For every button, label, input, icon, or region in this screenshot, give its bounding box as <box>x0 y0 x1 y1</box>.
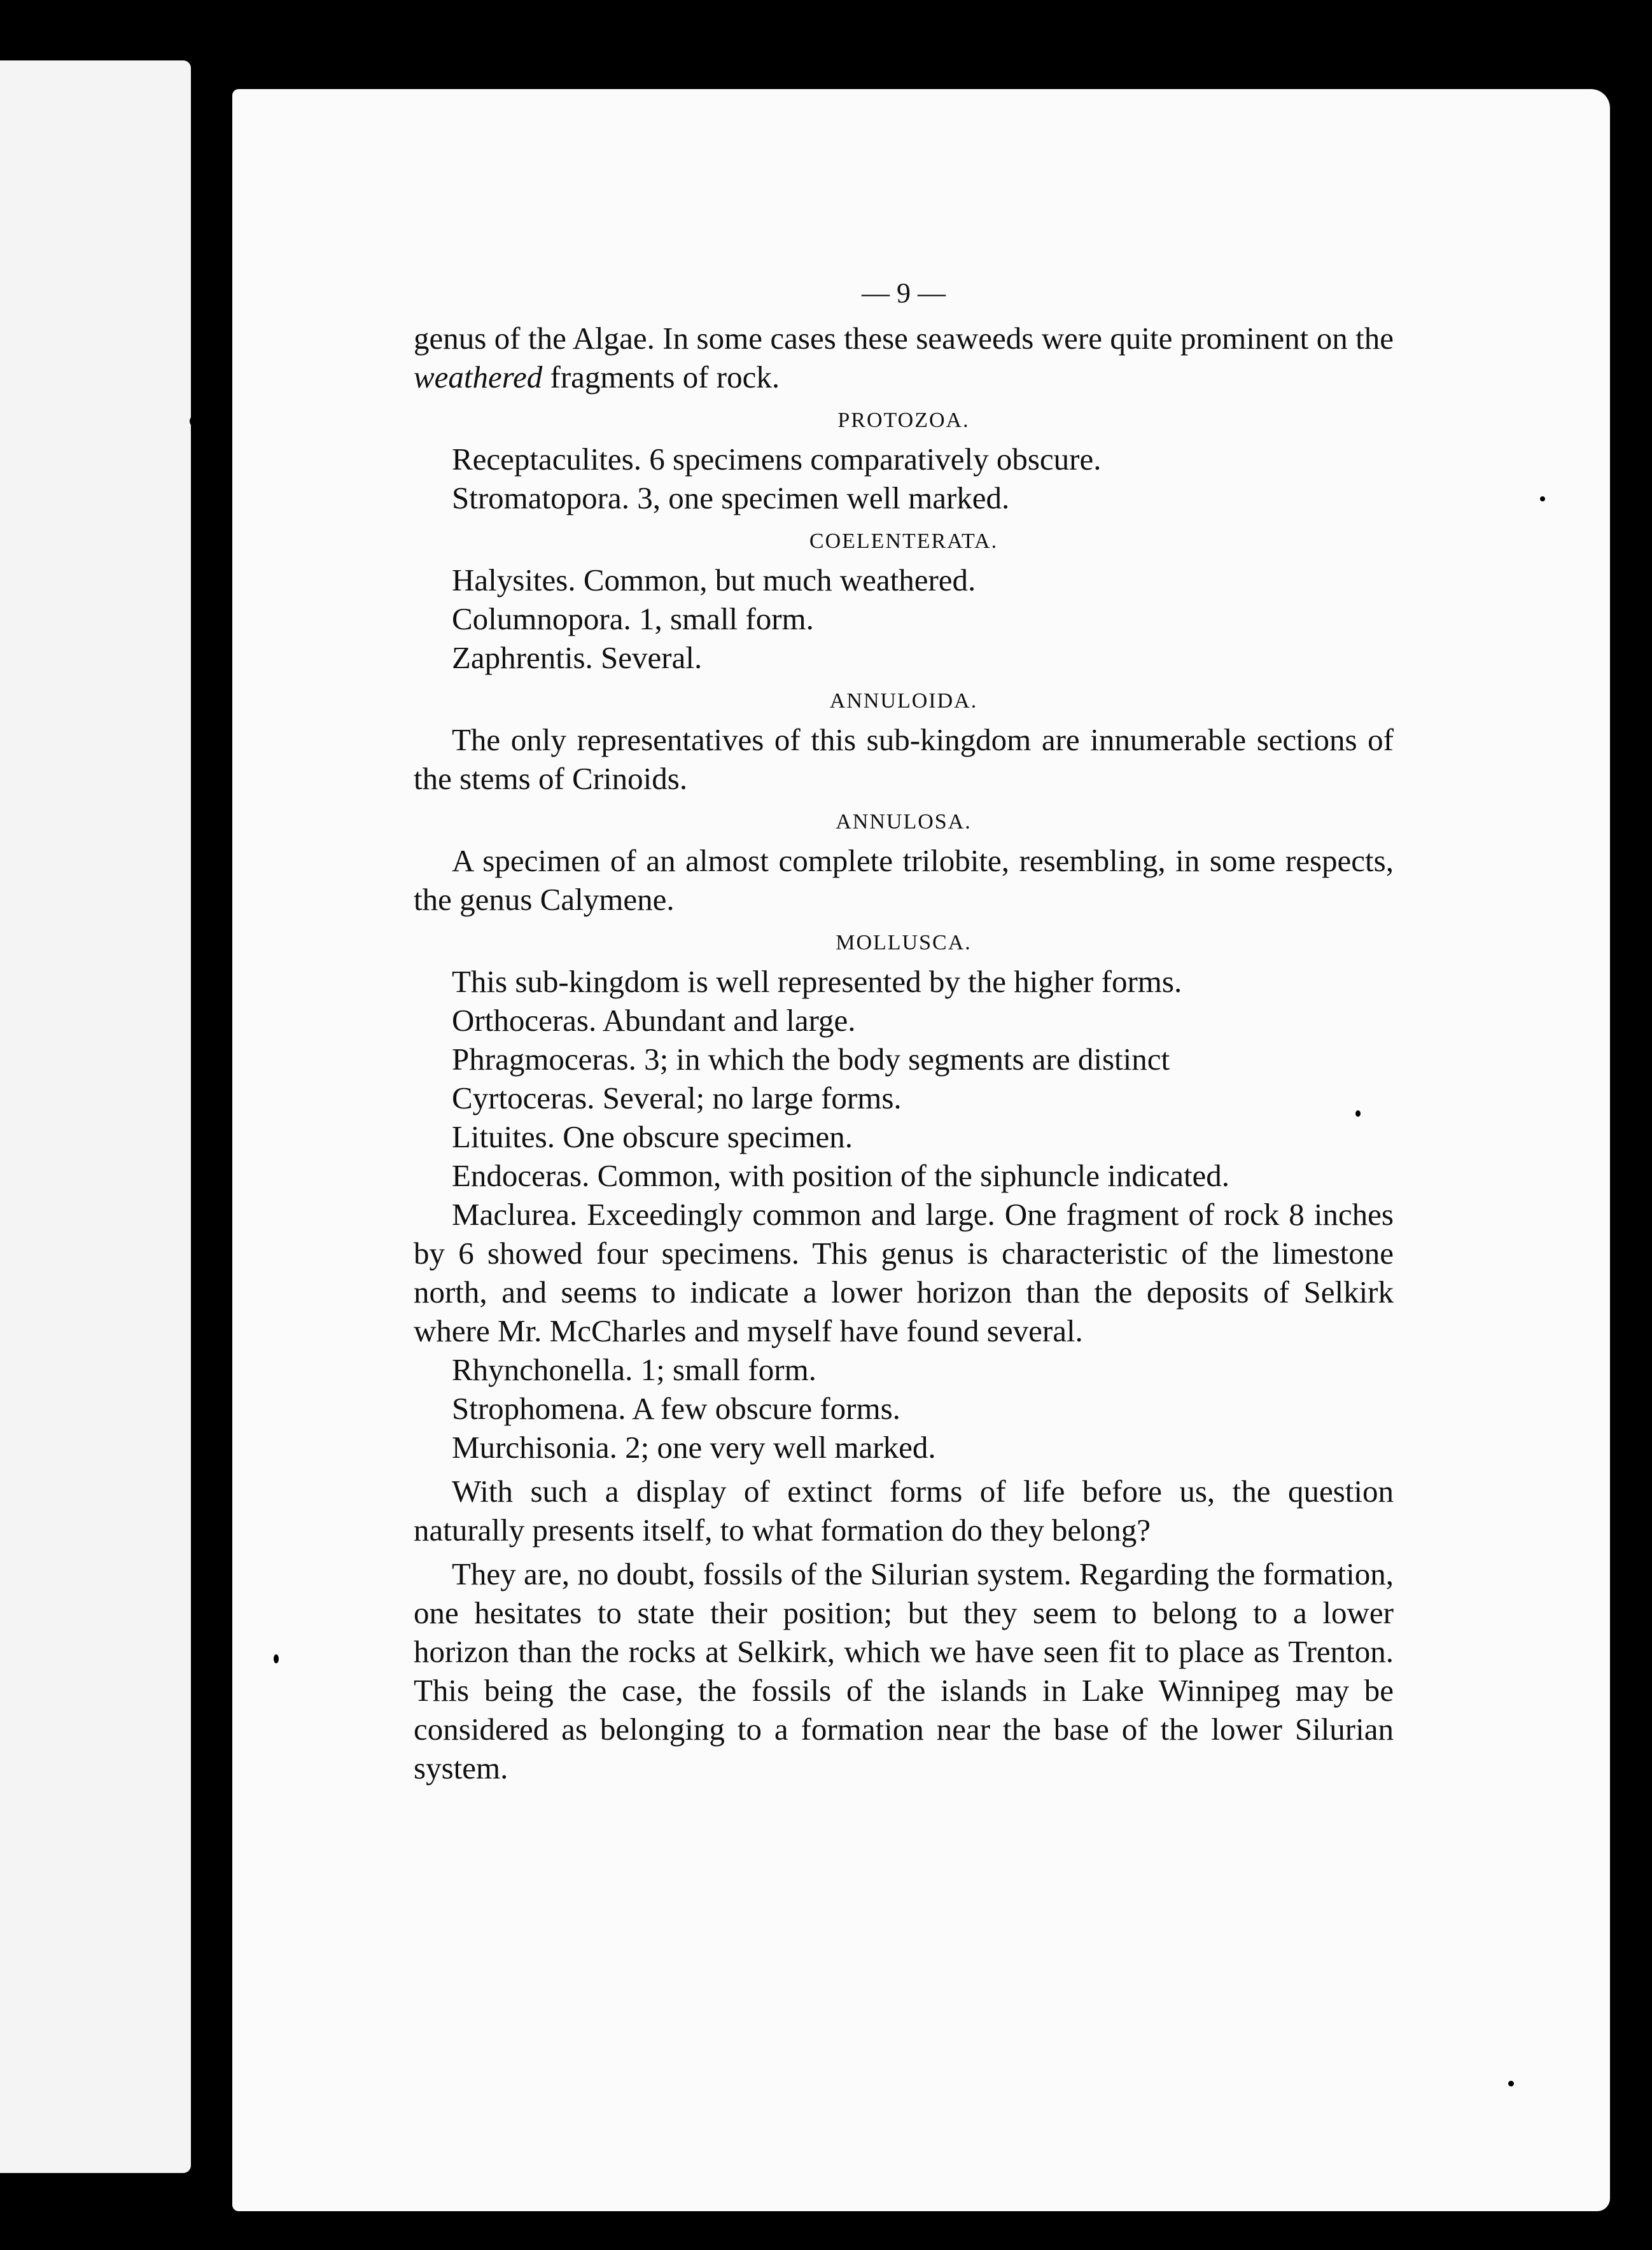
list-item: Columnopora. 1, small form. <box>452 601 814 636</box>
section-heading-annulosa: ANNULOSA. <box>836 810 972 834</box>
paragraph: They are, no doubt, fossils of the Silurian system. Regarding the formation, one hesitates to state their position; but they seem to belong to a lower horizon than the rocks at Selkirk, which we have seen fit to place as Trenton. This being the case, the fossils of the islands in Lake Winnipeg may be considered as belonging to a formation near the base of the lower Silurian system. <box>414 1556 1394 1785</box>
section-heading-protozoa: PROTOZOA. <box>837 409 970 432</box>
section-heading-annuloida: ANNULOIDA. <box>829 689 978 713</box>
list-item: Murchisonia. 2; one very well marked. <box>452 1430 936 1465</box>
list-item: Halysites. Common, but much weathered. <box>452 562 976 597</box>
opening-text: genus of the Algae. In some cases these seaweeds were quite prominent on the <box>414 321 1394 356</box>
list-item: Orthoceras. Abundant and large. <box>452 1003 856 1038</box>
list-item: Zaphrentis. Several. <box>452 640 703 675</box>
opening-text-end: fragments of rock. <box>542 360 780 395</box>
list-item: Stromatopora. 3, one specimen well marked. <box>452 480 1010 515</box>
book-spine <box>213 38 227 2214</box>
facing-page <box>0 60 191 2173</box>
paragraph: Maclurea. Exceedingly common and large. One fragment of rock 8 inches by 6 showed four specimens. This genus is characteristic of the limestone north, and seems to indicate a lower horizon than the deposits of Selkirk where Mr. McCharles and myself have found several. <box>414 1197 1394 1348</box>
paragraph: Endoceras. Common, with position of the siphuncle indicated. <box>452 1158 1230 1193</box>
list-item: Rhynchonella. 1; small form. <box>452 1352 816 1387</box>
section-heading-coelenterata: COELENTERATA. <box>809 529 998 553</box>
page-text <box>414 274 1394 1787</box>
paragraph: With such a display of extinct forms of life before us, the question naturally presents itself, to what formation do they belong? <box>414 1474 1394 1548</box>
list-item: This sub-kingdom is well represented by the higher forms. <box>452 964 1182 999</box>
italic-word: weathered <box>414 360 543 395</box>
list-item: Phragmoceras. 3; in which the body segments are distinct <box>452 1042 1170 1077</box>
list-item: Cyrtoceras. Several; no large forms. <box>452 1080 902 1115</box>
page-number: — 9 — <box>862 277 946 309</box>
paragraph: A specimen of an almost complete trilobite, resembling, in some respects, the genus Calymene. <box>414 843 1394 917</box>
paragraph: The only representatives of this sub-kingdom are innumerable sections of the stems of Crinoids. <box>414 722 1394 796</box>
section-heading-mollusca: MOLLUSCA. <box>836 931 972 954</box>
opening-paragraph <box>414 319 1394 396</box>
list-item: Lituites. One obscure specimen. <box>452 1119 853 1154</box>
list-item: Strophomena. A few obscure forms. <box>452 1391 900 1426</box>
list-item: Receptaculites. 6 specimens comparatively obscure. <box>452 442 1102 477</box>
